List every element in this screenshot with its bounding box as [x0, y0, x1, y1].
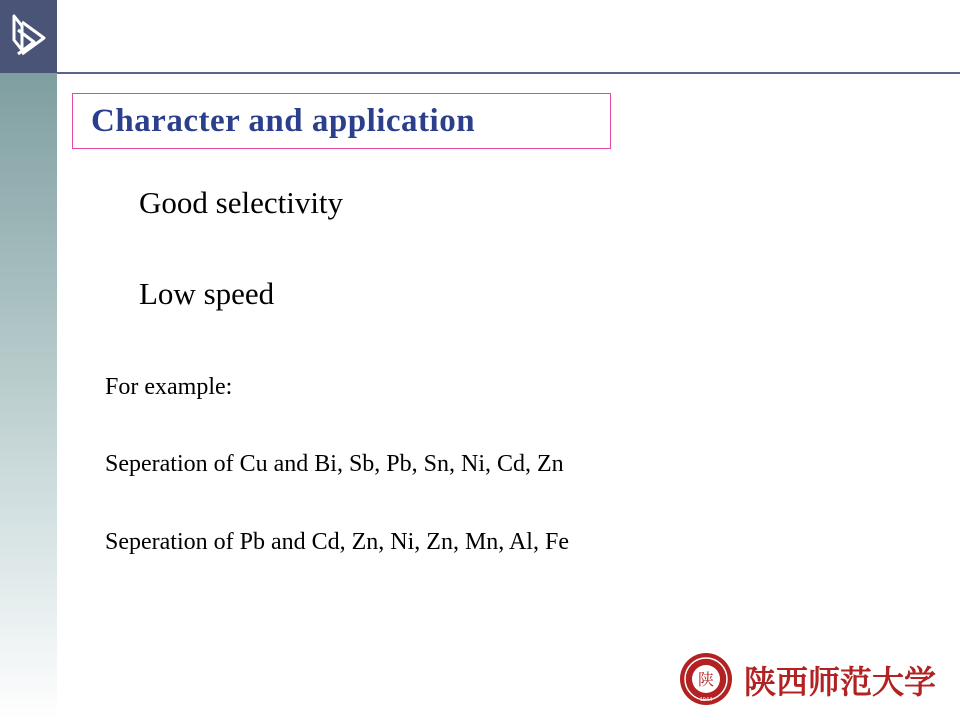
university-seal-icon: [676, 649, 940, 709]
chevron-logo-icon: [0, 0, 57, 73]
example-line-2: Seperation of Pb and Cd, Zn, Ni, Zn, Mn, Al, Fe: [105, 529, 569, 555]
corner-logo: [0, 0, 57, 73]
bullet-good-selectivity: Good selectivity: [139, 185, 344, 220]
examples-heading: For example:: [105, 374, 233, 400]
left-gradient-strip: [0, 72, 57, 720]
title-box: [72, 93, 611, 149]
example-line-1: Seperation of Cu and Bi, Sb, Pb, Sn, Ni, Cd, Zn: [105, 451, 564, 477]
slide-title: Character and application: [91, 103, 476, 139]
seal-year: 1944: [699, 697, 713, 703]
university-logo: [676, 649, 940, 709]
university-name: 陕西师范大学: [744, 663, 937, 701]
bullet-low-speed: Low speed: [139, 276, 275, 311]
seal-character: 陕: [697, 670, 715, 689]
header-rule: [57, 72, 960, 74]
